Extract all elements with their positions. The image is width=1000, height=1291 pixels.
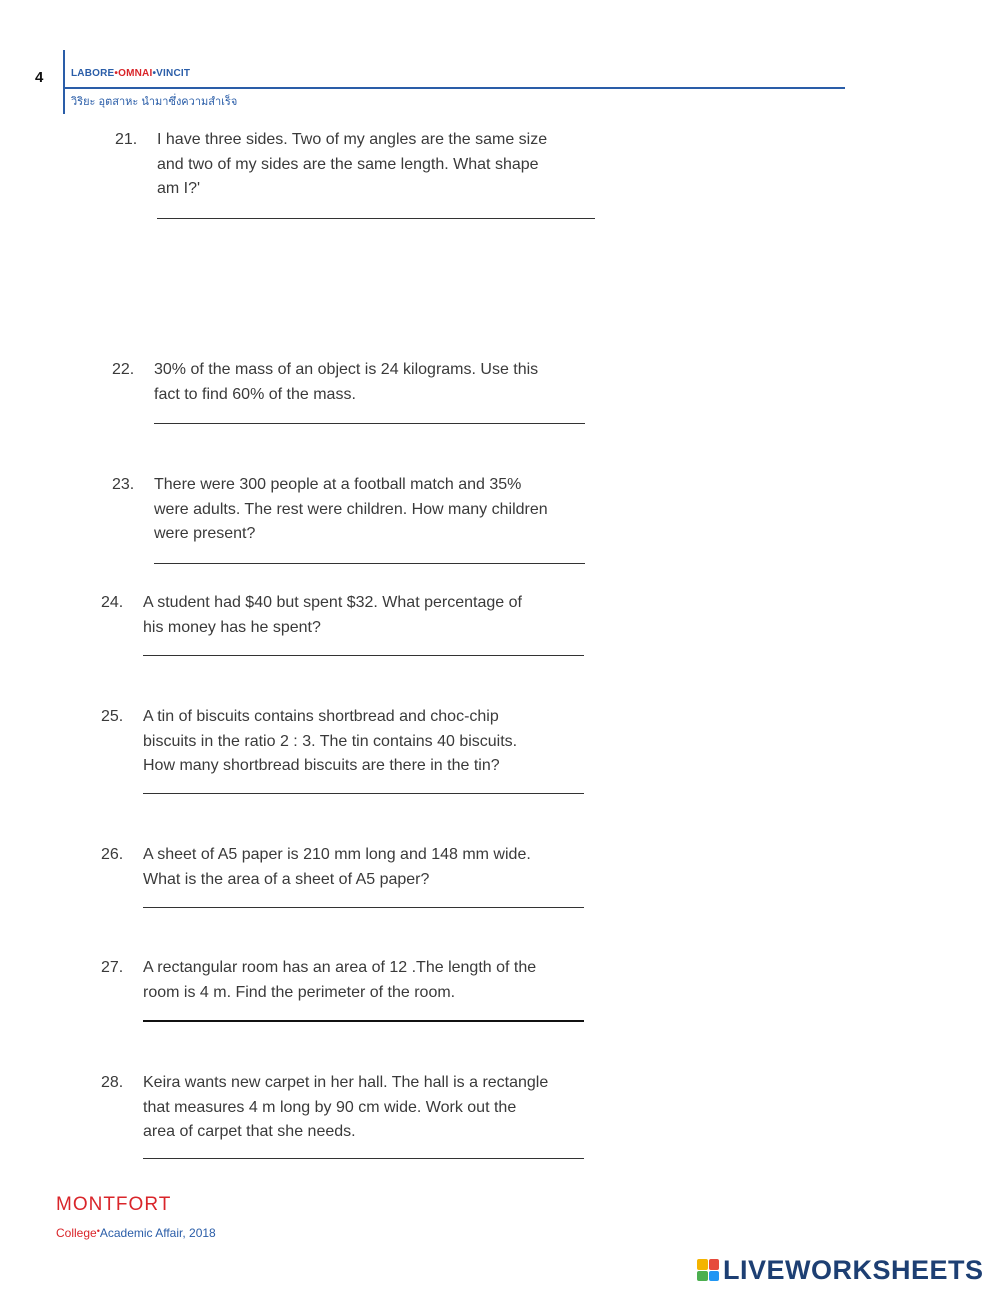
question-text-line: There were 300 people at a football match and 35% [154,476,522,493]
question-number: 27. [101,959,124,976]
question-text-line: area of carpet that she needs. [143,1123,356,1140]
page-number: 4 [35,69,44,86]
footer-affair: College•Academic Affair, 2018 [56,1226,216,1240]
icon-tile [697,1259,708,1270]
question-text-line: A tin of biscuits contains shortbread and choc-chip [143,708,499,725]
question-text-line: am I?' [157,180,201,197]
question-22 [112,358,592,408]
question-26 [101,843,591,893]
question-text-line: 30% of the mass of an object is 24 kilograms. Use this [154,361,539,378]
question-number: 26. [101,846,124,863]
question-27 [101,956,591,1006]
liveworksheets-logo [697,1255,984,1285]
question-28 [101,1071,591,1147]
question-text-line: What is the area of a sheet of A5 paper? [143,870,430,888]
answer-line-27[interactable] [143,1020,584,1022]
answer-line-23[interactable] [154,563,585,564]
question-text-line: room is 4 m. Find the perimeter of the room. [143,983,456,1001]
icon-tile [697,1271,708,1282]
icon-tile [709,1259,720,1270]
question-text-line: were adults. The rest were children. How many children [154,500,548,518]
question-text-line: Keira wants new carpet in her hall. The hall is a rectangle [143,1074,549,1091]
question-text-line: I have three sides. Two of my angles are the same size [157,131,548,148]
question-number: 28. [101,1074,124,1091]
question-text-line: and two of my sides are the same length. What shape [157,155,539,173]
liveworksheets-wordmark: LIVEWORKSHEETS [723,1254,984,1285]
question-text-line: that measures 4 m long by 90 cm wide. Work out the [143,1098,517,1116]
answer-line-22[interactable] [154,423,585,424]
question-text-line: fact to find 60% of the mass. [154,385,356,403]
question-number: 21. [115,131,138,148]
question-number: 23. [112,476,135,493]
liveworksheets-icon [697,1259,719,1281]
brand-name: MONTFORT [56,1194,172,1215]
answer-line-28[interactable] [143,1158,584,1159]
question-text-line: A student had $40 but spent $32. What percentage of [143,594,522,611]
school-motto: LABORE•OMNAI•VINCIT [71,68,191,79]
header-horizontal-rule [65,87,845,89]
question-number: 22. [112,361,135,378]
question-23 [112,473,592,549]
answer-line-24[interactable] [143,655,584,656]
header-vertical-rule [63,50,65,114]
question-24 [101,591,591,641]
question-text-line: How many shortbread biscuits are there in the tin? [143,757,500,774]
question-21 [115,128,595,204]
answer-line-21[interactable] [157,218,595,219]
question-text-line: were present? [154,525,256,542]
question-number: 24. [101,594,124,611]
question-text-line: biscuits in the ratio 2 : 3. The tin contains 40 biscuits. [143,732,518,750]
answer-line-25[interactable] [143,793,584,794]
icon-tile [709,1271,720,1282]
question-number: 25. [101,708,124,725]
question-text-line: A rectangular room has an area of 12 .The length of the [143,959,537,976]
thai-motto: วิริยะ อุตสาหะ นำมาซึ่งความสำเร็จ [71,96,238,108]
question-text-line: his money has he spent? [143,618,321,636]
question-25 [101,705,591,781]
answer-line-26[interactable] [143,907,584,908]
question-text-line: A sheet of A5 paper is 210 mm long and 148 mm wide. [143,846,531,863]
